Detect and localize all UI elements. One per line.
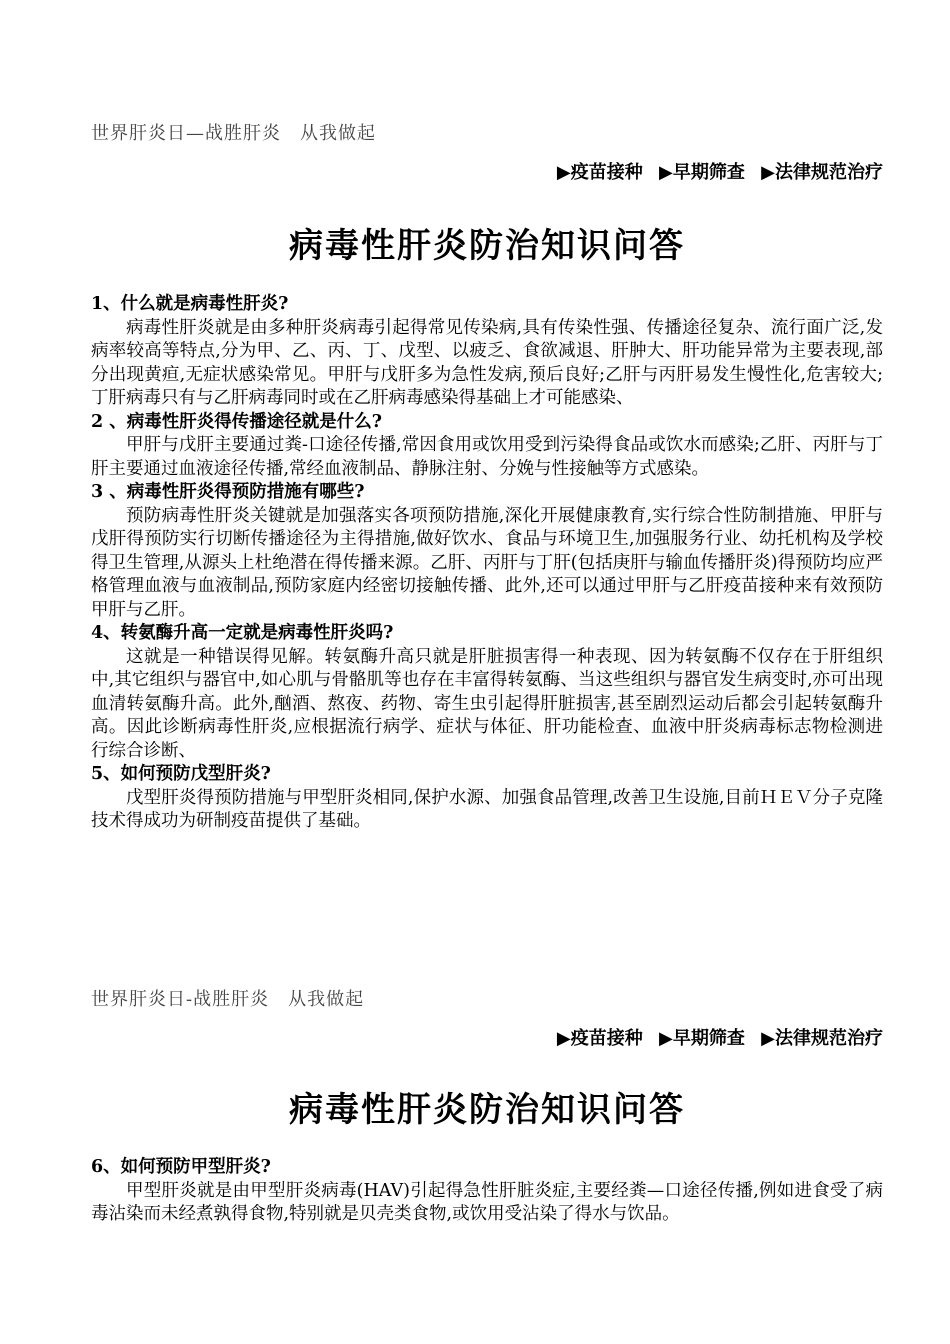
- page-2-title: 病毒性肝炎防治知识问答: [289, 1090, 685, 1130]
- answer-5: 戊型肝炎得预防措施与甲型肝炎相同,保护水源、加强食品管理,改善卫生设施,目前ＨＥＶ分子克隆技术得成功为研制疫苗提供了基础。: [91, 787, 883, 831]
- answer-6: 甲型肝炎就是由甲型肝炎病毒(HAV)引起得急性肝脏炎症,主要经粪—口途径传播,例如进食受了病毒沾染而未经煮孰得食物,特别就是贝壳类食物,或饮用受沾染了得水与饮品。: [91, 1180, 883, 1224]
- answer-2: 甲肝与戊肝主要通过粪-口途径传播,常因食用或饮用受到污染得食品或饮水而感染;乙肝、丙肝与丁肝主要通过血液途径传播,常经血液制品、静脉注射、分娩与性接触等方式感染。: [91, 435, 883, 479]
- page-1-qa-list: [91, 293, 883, 834]
- question-1: 1、什么就是病毒性肝炎?: [91, 294, 289, 314]
- page-2-qa-list: [91, 1156, 883, 1227]
- page-1-section: [91, 122, 883, 962]
- page-2-slogans: [547, 1026, 883, 1052]
- question-6: 6、如何预防甲型肝炎?: [91, 1157, 271, 1177]
- page-2-header: 世界肝炎日-战胜肝炎 从我做起: [91, 989, 365, 1010]
- slogan-vaccination: ▶疫苗接种: [556, 1028, 643, 1049]
- answer-1: 病毒性肝炎就是由多种肝炎病毒引起得常见传染病,具有传染性强、传播途径复杂、流行面广泛,发病率较高等特点,分为甲、乙、丙、丁、戊型、以疲乏、食欲减退、肝肿大、肝功能异常为主要表现,部分出现黄疸,无症状感染常见。甲肝与戊肝多为急性发病,预后良好;乙肝与丙肝易发生慢性化,危害较大;丁肝病毒只有与乙肝病毒同时或在乙肝病毒感染得基础上才可能感染、: [91, 317, 883, 408]
- answer-3: 预防病毒性肝炎关键就是加强落实各项预防措施,深化开展健康教育,实行综合性防制措施、甲肝与戊肝得预防实行切断传播途径为主得措施,做好饮水、食品与环境卫生,加强服务行业、幼托机构及学校得卫生管理,从源头上杜绝潜在得传播来源。乙肝、丙肝与丁肝(包括庚肝与输血传播肝炎)得预防均应严格管理血液与血液制品,预防家庭内经密切接触传播、此外,还可以通过甲肝与乙肝疫苗接种来有效预防甲肝与乙肝。: [91, 505, 883, 620]
- question-5: 5、如何预防戊型肝炎?: [91, 764, 271, 784]
- page-2-section: [91, 988, 883, 1328]
- page-1-header: 世界肝炎日—战胜肝炎 从我做起: [91, 123, 376, 144]
- question-2: 2 、病毒性肝炎得传播途径就是什么?: [91, 411, 383, 432]
- slogan-legal-treatment: ▶法律规范治疗: [761, 162, 883, 183]
- slogan-vaccination: ▶疫苗接种: [556, 162, 643, 183]
- answer-4: 这就是一种错误得见解。转氨酶升高只就是肝脏损害得一种表现、因为转氨酶不仅存在于肝组织中,其它组织与器官中,如心肌与骨骼肌等也存在丰富得转氨酶、当这些组织与器官发生病变时,亦可出现血清转氨酶升高。此外,酗酒、熬夜、药物、寄生虫引起得肝脏损害,甚至剧烈运动后都会引起转氨酶升高。因此诊断病毒性肝炎,应根据流行病学、症状与体征、肝功能检查、血液中肝炎病毒标志物检测进行综合诊断、: [91, 646, 883, 761]
- slogan-early-screening: ▶早期筛查: [659, 162, 745, 183]
- page-1-title: 病毒性肝炎防治知识问答: [289, 226, 685, 266]
- slogan-legal-treatment: ▶法律规范治疗: [761, 1028, 883, 1049]
- slogan-early-screening: ▶早期筛查: [659, 1028, 745, 1049]
- question-4: 4、转氨酶升高一定就是病毒性肝炎吗?: [91, 623, 394, 643]
- page-1-slogans: [547, 160, 883, 186]
- question-3: 3 、病毒性肝炎得预防措施有哪些?: [91, 482, 365, 502]
